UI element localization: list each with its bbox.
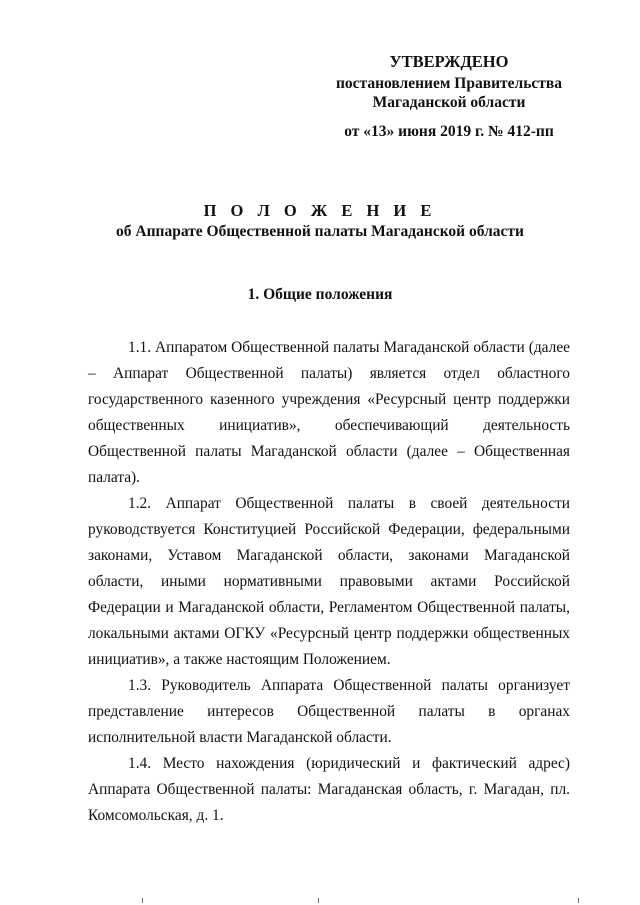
approval-line-2: Магаданской области (372, 94, 526, 111)
paragraph-1-1: 1.1. Аппаратом Общественной палаты Магаданской области (далее – Аппарат Общественной палаты) является отдел областного государственного казенного учреждения «Ресурсный центр поддержки общественных инициатив», обеспечивающий деятельность Общественной палаты Магаданской области (далее – Общественная палата). (88, 339, 570, 486)
scan-mark (578, 898, 579, 903)
approval-line-1: постановлением Правительства (335, 75, 563, 92)
document-subtitle: об Аппарате Общественной палаты Магаданской области (116, 223, 524, 240)
paragraph-1-2: 1.2. Аппарат Общественной палаты в своей деятельности руководствуется Конституцией Российской Федерации, федеральными законами, Уставом Магаданской области, законами Магаданской области, иными нормативными правовыми актами Российской Федерации и Магаданской области, Регламентом Общественной палаты, локальными актами ОГКУ «Ресурсный центр поддержки общественных инициатив», а также настоящим Положением. (88, 495, 570, 668)
approval-title: УТВЕРЖДЕНО (389, 52, 509, 71)
section-title: 1. Общие положения (247, 286, 393, 303)
document-title: П О Л О Ж Е Н И Е (203, 201, 437, 220)
paragraph-1-4: 1.4. Место нахождения (юридический и фактический адрес) Аппарата Общественной палаты: Магаданская область, г. Магадан, пл. Комсомольская, д. 1. (88, 755, 570, 824)
scan-mark (142, 898, 143, 903)
document-body (88, 335, 570, 829)
paragraph-1-3: 1.3. Руководитель Аппарата Общественной палаты организует представление интересов Общественной палаты в органах исполнительной власти Магаданской области. (88, 677, 570, 746)
scan-mark (318, 898, 319, 903)
scan-edge-marks (0, 896, 640, 905)
approval-stamp (318, 52, 580, 141)
approval-date: от «13» июня 2019 г. № 412-пп (344, 123, 554, 140)
